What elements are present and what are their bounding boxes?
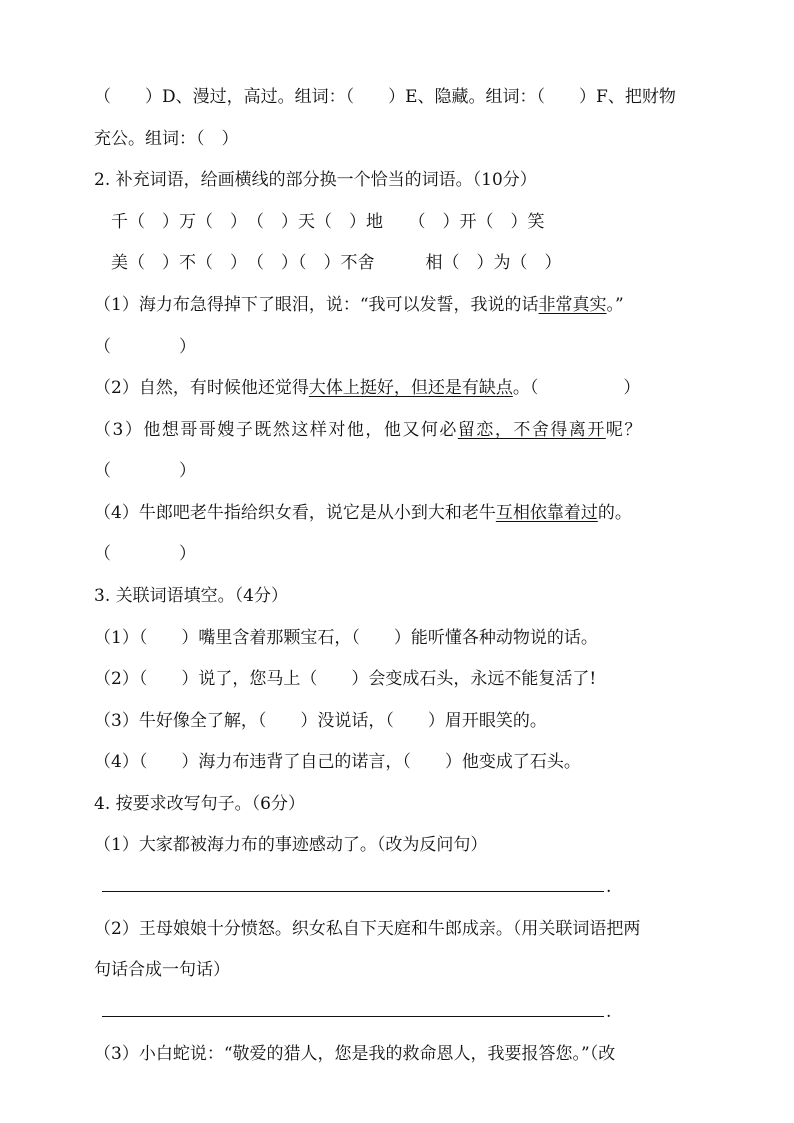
text: 呢？ [605, 420, 643, 440]
answer-blank: （ ） [94, 461, 196, 481]
underlined-phrase: 非常真实 [538, 295, 607, 315]
q2-item-3 [94, 419, 643, 441]
q4-heading: 4. 按要求改写句子。（6分） [94, 794, 305, 814]
q2-heading: 2. 补充词语，给画横线的部分换一个恰当的词语。（10分） [94, 170, 537, 190]
answer-line-period: . [606, 877, 612, 897]
underlined-phrase: 留恋，不舍得离开 [457, 420, 606, 440]
q2-item-2 [94, 377, 640, 399]
answer-line [102, 1016, 604, 1017]
answer-line-period: . [606, 1002, 612, 1022]
q4-item-2: （2）王母娘娘十分愤怒。织女私自下天庭和牛郎成亲。（用关联词语把两 [94, 919, 641, 939]
q4-item-3: （3）小白蛇说：“敬爱的猎人，您是我的救命恩人，我要报答您。”（改 [94, 1044, 616, 1064]
text: 。（ ） [512, 378, 641, 398]
text: （3）他想哥哥嫂子既然这样对他，他又何必 [94, 420, 458, 440]
q4-item-1: （1）大家都被海力布的事迹感动了。（改为反问句） [94, 835, 488, 855]
q2-item-4 [94, 502, 632, 524]
q3-item-1: （1）（ ）嘴里含着那颗宝石，（ ）能听懂各种动物说的话。 [94, 628, 598, 648]
l4: 千（ ）万（ ） （ ）天（ ）地 （ ）开（ ）笑 [94, 212, 545, 232]
l5: 美（ ）不（ ） （ ）（ ）不舍 相（ ）为（ ） [94, 253, 562, 273]
answer-blank: （ ） [94, 337, 196, 357]
l2: 充公。组词：（ ） [94, 129, 239, 149]
underlined-phrase: 大体上挺好，但还是有缺点 [308, 378, 513, 398]
l1: （ ）D、漫过，高过。组词：（ ）E、隐藏。组词：（ ）F、把财物 [94, 87, 676, 107]
text: （2）自然，有时候他还觉得 [94, 378, 309, 398]
text: （4）牛郎吧老牛指给织女看，说它是从小到大和老牛 [94, 503, 496, 523]
text: （1）海力布急得掉下了眼泪，说：“我可以发誓，我说的话 [94, 295, 539, 315]
text: 。” [606, 295, 624, 315]
answer-line [102, 891, 604, 892]
q3-item-3: （3）牛好像全了解，（ ）没说话，（ ）眉开眼笑的。 [94, 711, 547, 731]
answer-blank: （ ） [94, 544, 196, 564]
q2-item-1 [94, 294, 624, 316]
q3-item-2: （2）（ ）说了，您马上（ ）会变成石头，永远不能复活了! [94, 669, 597, 689]
q4-item-2-cont: 句话合成一句话） [94, 960, 230, 980]
q3-item-4: （4）（ ）海力布违背了自己的诺言，（ ）他变成了石头。 [94, 752, 581, 772]
text: 的。 [597, 503, 632, 523]
q3-heading: 3. 关联词语填空。（4分） [94, 586, 288, 606]
underlined-phrase: 互相依靠着过 [495, 503, 598, 523]
